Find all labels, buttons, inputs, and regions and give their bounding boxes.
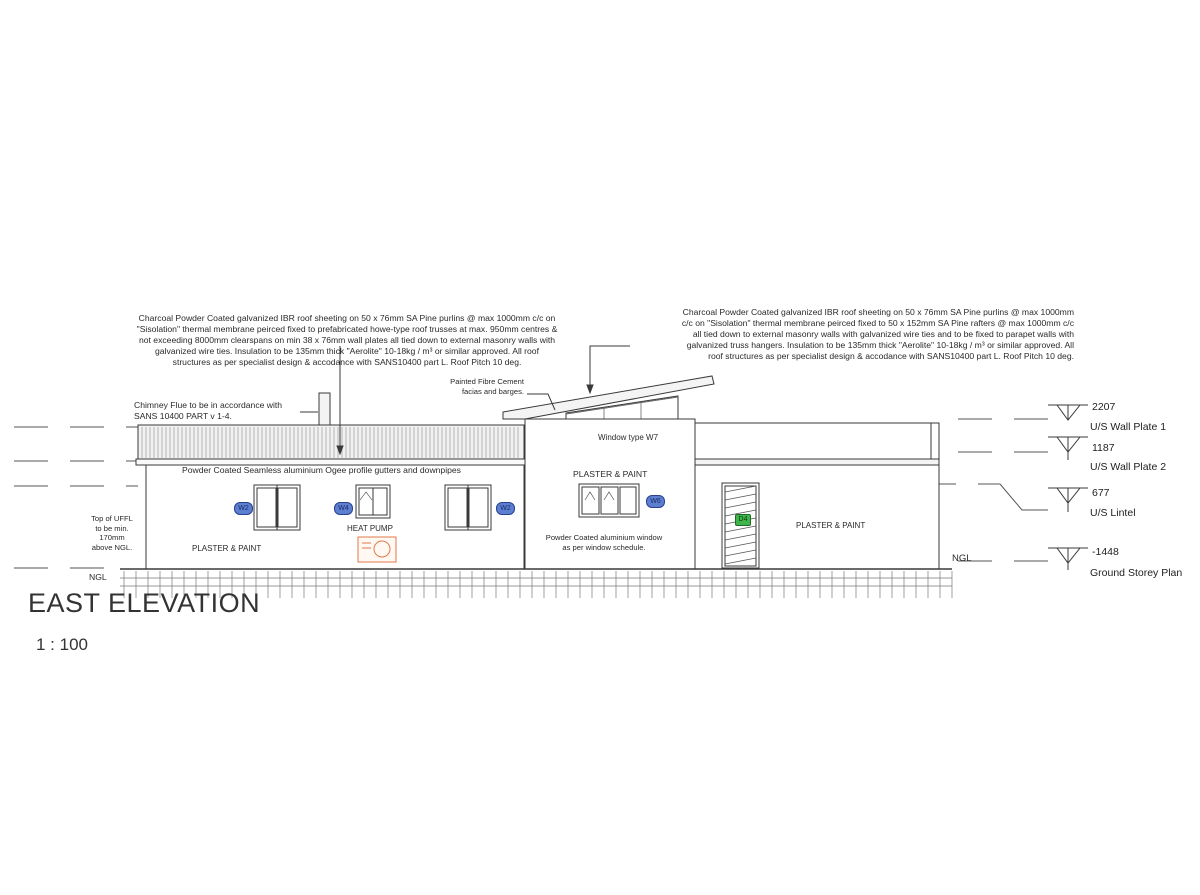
- chimney-note-line-1: Chimney Flue to be in accordance with: [134, 400, 283, 410]
- fascia-note: [444, 377, 524, 397]
- tag-w2-left: W2: [234, 502, 253, 515]
- tag-w4: W4: [334, 502, 353, 515]
- plaster-paint-middle: PLASTER & PAINT: [573, 469, 648, 479]
- level-name-wall-plate-1: U/S Wall Plate 1: [1090, 421, 1167, 433]
- roof-note-right-line-3: all tied down to external masonry walls with galvanized wire ties and to be fixed to parapet walls with: [692, 329, 1074, 339]
- roof-note-right-line-4: galvanized truss hangers. Insulation to be 135mm thick "Aerolite" 10-18kg / m³ or similar approved. All: [686, 340, 1074, 350]
- gutters-note: Powder Coated Seamless aluminium Ogee profile gutters and downpipes: [182, 465, 461, 475]
- level-value-wall-plate-1: 2207: [1092, 401, 1116, 413]
- alu-window-note-line-1: Powder Coated aluminium window: [545, 533, 663, 542]
- roof-note-left-line-2: "Sisolation" thermal membrane peirced fixed to prefabricated howe-type roof trusses at max. 950mm centres &: [136, 324, 558, 334]
- plaster-paint-right: PLASTER & PAINT: [796, 521, 866, 530]
- ngl-label-right: NGL: [952, 553, 972, 564]
- fascia-note-line-2: facias and barges.: [461, 387, 524, 396]
- alu-window-note: [544, 533, 664, 553]
- level-marker-677: [1048, 488, 1088, 512]
- fascia-note-line-1: Painted Fibre Cement: [450, 377, 524, 386]
- roof-note-left-line-5: structures as per specialist design & accodance with SANS10400 part L. Roof Pitch 10 deg.: [172, 357, 522, 367]
- uffl-note-line-1: Top of UFFL: [91, 514, 133, 523]
- chimney-flue: [319, 393, 330, 425]
- right-parapet: [695, 423, 931, 461]
- window-type-w7-label: Window type W7: [598, 433, 659, 442]
- alu-window-note-line-2: as per window schedule.: [562, 543, 646, 552]
- uffl-note: [82, 514, 142, 552]
- drawing-title: EAST ELEVATION: [28, 588, 261, 618]
- plaster-paint-left: PLASTER & PAINT: [192, 544, 262, 553]
- level-name-wall-plate-2: U/S Wall Plate 2: [1090, 461, 1167, 473]
- level-value-wall-plate-2: 1187: [1092, 442, 1115, 454]
- roof-note-left-line-4: galvanized wire ties. Insulation to be 135mm thick "Aerolite" 10-18kg / m³ or similar approved. All roof: [155, 346, 539, 356]
- tag-w6: W6: [646, 495, 665, 508]
- roof-note-left-line-3: not exceeding 8000mm clearspans on min 38 x 76mm wall plates all tied down to external masonry walls with: [138, 335, 556, 345]
- uffl-note-line-2: to be min.: [95, 523, 129, 533]
- roof-note-right-line-2: c/c on "Sisolation" thermal membrane peirced fixed to 50 x 152mm SA Pine rafters @ max 1000mm c/c: [681, 318, 1074, 328]
- drawing-scale: 1 : 100: [36, 635, 88, 654]
- level-name-ground: Ground Storey Plan: [1090, 567, 1183, 579]
- right-coping: [695, 459, 939, 465]
- ngl-label-left: NGL: [89, 572, 107, 582]
- tag-w2-right: W2: [496, 502, 515, 515]
- roof-note-left-line-1: Charcoal Powder Coated galvanized IBR roof sheeting on 50 x 76mm SA Pine purlins @ max 1000mm c/c on: [138, 313, 556, 323]
- level-marker-1187: [1048, 437, 1088, 460]
- level-value-lintel: 677: [1092, 487, 1110, 499]
- level-value-ground: -1448: [1092, 546, 1119, 558]
- level-marker-2207: [1048, 405, 1088, 420]
- level-marker-minus1448: [1048, 548, 1088, 570]
- level-name-lintel: U/S Lintel: [1090, 507, 1136, 519]
- chimney-note: [134, 400, 282, 422]
- heat-pump-unit: [358, 537, 396, 562]
- roof-note-right-line-5: roof structures as per specialist design & accodance with SANS10400 part L. Roof Pitch 10 deg.: [708, 351, 1074, 361]
- tag-d4: D4: [735, 514, 751, 526]
- roof-note-right-line-1: Charcoal Powder Coated galvanized IBR roof sheeting on 50 x 76mm SA Pine purlins @ max 1000mm: [682, 307, 1074, 317]
- roof-note-left: [98, 313, 596, 368]
- uffl-note-line-3: 170mm: [99, 533, 125, 542]
- uffl-note-line-4: above NGL.: [91, 542, 133, 552]
- roof-note-right: [630, 307, 1074, 362]
- leader-roof-right: [590, 346, 630, 390]
- chimney-note-line-2: SANS 10400 PART v 1-4.: [134, 411, 232, 421]
- heat-pump-label: HEAT PUMP: [347, 524, 393, 533]
- right-wall: [695, 465, 939, 569]
- lintel-leader: [1000, 484, 1048, 510]
